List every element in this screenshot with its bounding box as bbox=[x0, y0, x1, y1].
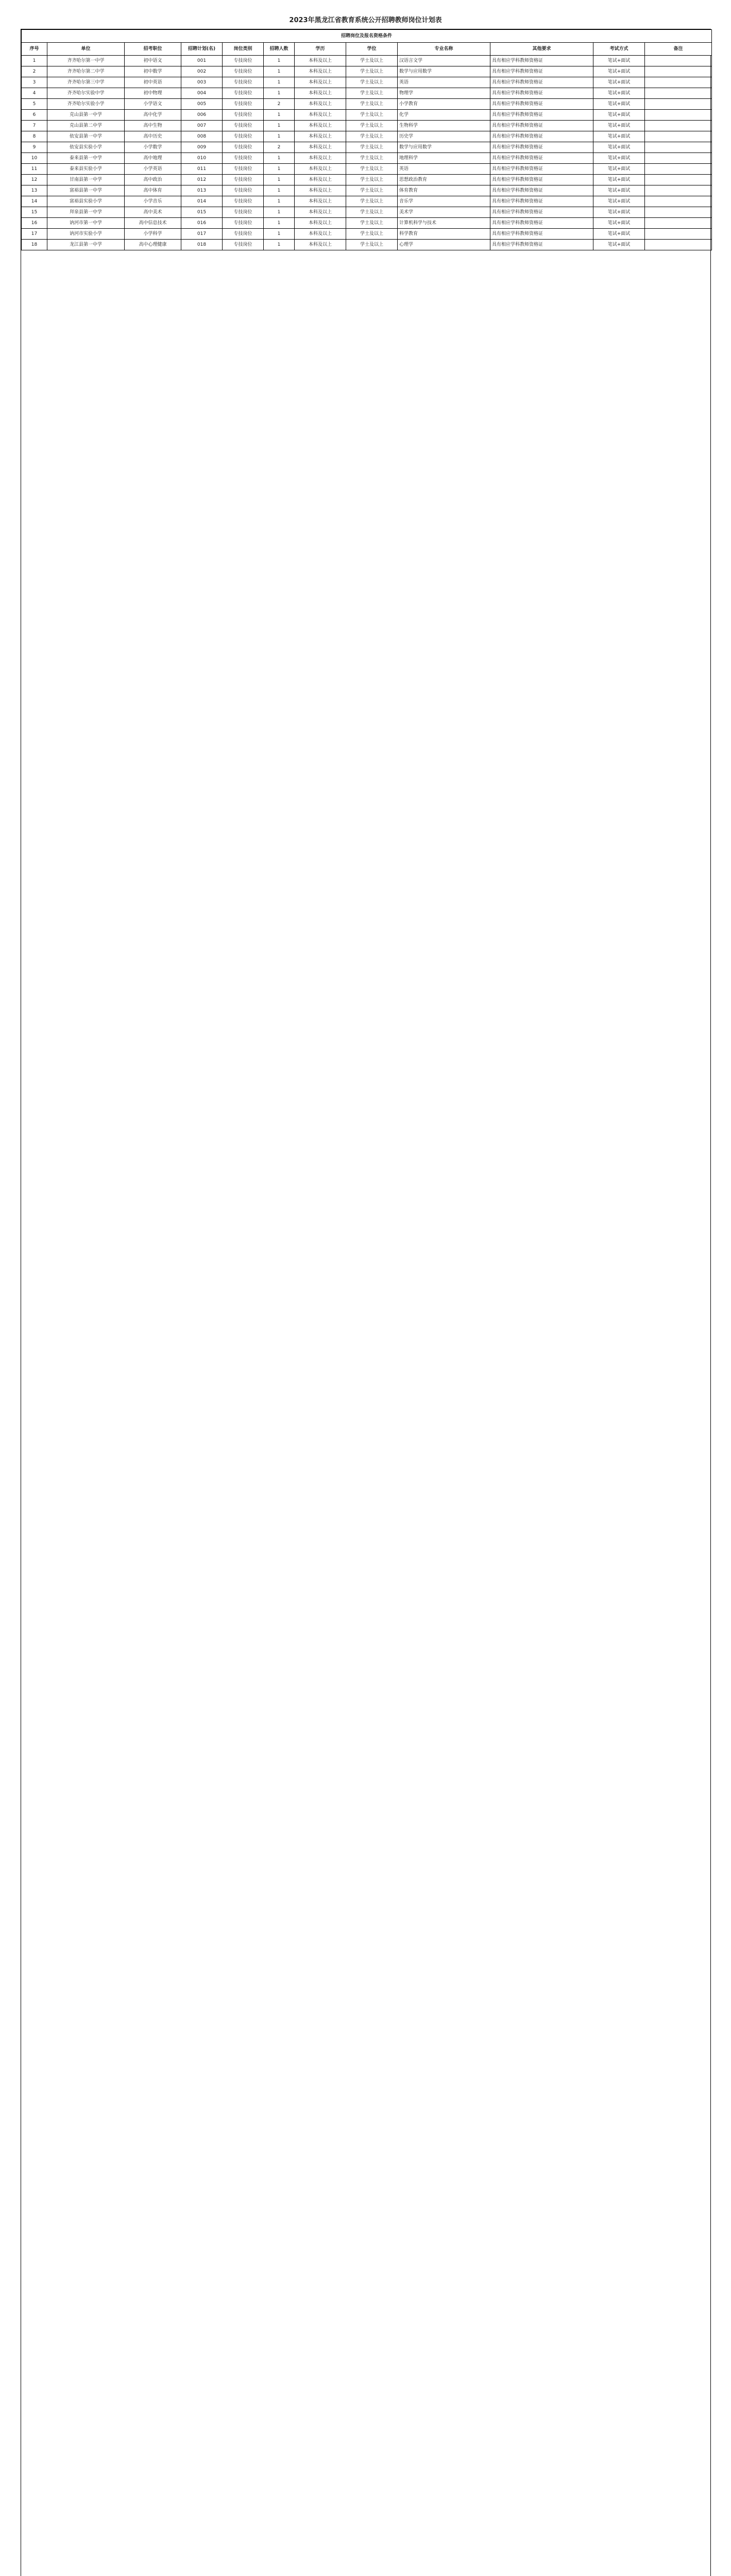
table-cell: 1 bbox=[264, 196, 295, 207]
table-cell: 笔试+面试 bbox=[593, 207, 645, 218]
table-cell bbox=[645, 131, 712, 142]
table-cell: 本科及以上 bbox=[295, 142, 346, 153]
table-row bbox=[22, 240, 712, 250]
table-cell: 17 bbox=[22, 229, 47, 240]
table-cell: 学士及以上 bbox=[346, 196, 398, 207]
table-cell: 具有相应学科教师资格证 bbox=[490, 131, 593, 142]
table-cell: 学士及以上 bbox=[346, 131, 398, 142]
table-cell: 学士及以上 bbox=[346, 185, 398, 196]
table-row bbox=[22, 56, 712, 66]
table-cell bbox=[645, 88, 712, 99]
table-cell: 具有相应学科教师资格证 bbox=[490, 66, 593, 77]
document-title: 2023年黑龙江省教育系统公开招聘教师岗位计划表 bbox=[289, 16, 442, 24]
table-cell: 013 bbox=[181, 185, 223, 196]
table-cell: 009 bbox=[181, 142, 223, 153]
table-cell: 初中英语 bbox=[125, 77, 181, 88]
table-cell: 1 bbox=[264, 110, 295, 121]
table-cell: 泰来县实验小学 bbox=[47, 164, 125, 175]
table-cell: 学士及以上 bbox=[346, 240, 398, 250]
table-cell: 音乐学 bbox=[398, 196, 490, 207]
table-cell: 体育教育 bbox=[398, 185, 490, 196]
table-cell: 本科及以上 bbox=[295, 175, 346, 185]
table-cell: 001 bbox=[181, 56, 223, 66]
table-cell: 齐齐哈尔实验小学 bbox=[47, 99, 125, 110]
table-cell: 具有相应学科教师资格证 bbox=[490, 196, 593, 207]
table-row bbox=[22, 142, 712, 153]
table-cell: 本科及以上 bbox=[295, 153, 346, 164]
column-header: 备注 bbox=[645, 43, 712, 56]
table-cell: 2 bbox=[22, 66, 47, 77]
table-cell: 8 bbox=[22, 131, 47, 142]
table-cell: 4 bbox=[22, 88, 47, 99]
table-cell: 本科及以上 bbox=[295, 185, 346, 196]
table-cell: 专技岗位 bbox=[223, 185, 264, 196]
table-cell: 2 bbox=[264, 99, 295, 110]
table-cell: 专技岗位 bbox=[223, 142, 264, 153]
table-row bbox=[22, 185, 712, 196]
sub-header: 招聘岗位及报名资格条件 bbox=[22, 30, 712, 43]
table-cell bbox=[645, 164, 712, 175]
table-cell: 学士及以上 bbox=[346, 207, 398, 218]
table-cell: 笔试+面试 bbox=[593, 77, 645, 88]
table-cell: 学士及以上 bbox=[346, 153, 398, 164]
table-cell: 专技岗位 bbox=[223, 175, 264, 185]
table-cell: 专技岗位 bbox=[223, 240, 264, 250]
table-cell: 学士及以上 bbox=[346, 164, 398, 175]
table-cell: 笔试+面试 bbox=[593, 131, 645, 142]
table-cell: 专技岗位 bbox=[223, 229, 264, 240]
table-cell: 具有相应学科教师资格证 bbox=[490, 175, 593, 185]
table-cell: 005 bbox=[181, 99, 223, 110]
table-row bbox=[22, 88, 712, 99]
table-cell: 002 bbox=[181, 66, 223, 77]
table-cell bbox=[645, 153, 712, 164]
table-cell: 学士及以上 bbox=[346, 88, 398, 99]
table-cell: 笔试+面试 bbox=[593, 121, 645, 131]
table-cell: 笔试+面试 bbox=[593, 56, 645, 66]
table-cell: 专技岗位 bbox=[223, 77, 264, 88]
table-cell: 笔试+面试 bbox=[593, 218, 645, 229]
table-cell: 1 bbox=[264, 164, 295, 175]
table-row bbox=[22, 229, 712, 240]
table-cell: 学士及以上 bbox=[346, 66, 398, 77]
recruitment-table bbox=[21, 29, 712, 250]
table-cell: 讷河市实验小学 bbox=[47, 229, 125, 240]
column-header: 考试方式 bbox=[593, 43, 645, 56]
table-cell: 具有相应学科教师资格证 bbox=[490, 240, 593, 250]
table-cell: 本科及以上 bbox=[295, 229, 346, 240]
table-cell: 本科及以上 bbox=[295, 99, 346, 110]
table-cell: 学士及以上 bbox=[346, 142, 398, 153]
table-cell bbox=[645, 142, 712, 153]
table-cell: 小学音乐 bbox=[125, 196, 181, 207]
table-cell: 克山县第一中学 bbox=[47, 110, 125, 121]
table-cell: 笔试+面试 bbox=[593, 66, 645, 77]
table-cell bbox=[645, 121, 712, 131]
table-cell: 专技岗位 bbox=[223, 66, 264, 77]
table-cell: 小学科学 bbox=[125, 229, 181, 240]
table-cell: 1 bbox=[264, 240, 295, 250]
table-cell: 高中地理 bbox=[125, 153, 181, 164]
table-cell: 10 bbox=[22, 153, 47, 164]
table-cell: 004 bbox=[181, 88, 223, 99]
table-cell bbox=[645, 56, 712, 66]
table-cell: 015 bbox=[181, 207, 223, 218]
table-row bbox=[22, 110, 712, 121]
table-cell: 生物科学 bbox=[398, 121, 490, 131]
column-header: 招考职位 bbox=[125, 43, 181, 56]
table-cell: 高中生物 bbox=[125, 121, 181, 131]
table-cell: 学士及以上 bbox=[346, 110, 398, 121]
table-cell: 具有相应学科教师资格证 bbox=[490, 185, 593, 196]
table-cell: 13 bbox=[22, 185, 47, 196]
table-row bbox=[22, 175, 712, 185]
sub-header-row bbox=[22, 30, 712, 43]
table-row bbox=[22, 153, 712, 164]
table-cell: 高中信息技术 bbox=[125, 218, 181, 229]
table-cell: 专技岗位 bbox=[223, 99, 264, 110]
column-header: 招聘计划(名) bbox=[181, 43, 223, 56]
table-cell: 1 bbox=[264, 175, 295, 185]
table-cell: 本科及以上 bbox=[295, 56, 346, 66]
table-cell: 依安县实验小学 bbox=[47, 142, 125, 153]
table-cell: 笔试+面试 bbox=[593, 99, 645, 110]
table-cell: 学士及以上 bbox=[346, 99, 398, 110]
table-row bbox=[22, 207, 712, 218]
table-cell bbox=[645, 207, 712, 218]
table-cell: 具有相应学科教师资格证 bbox=[490, 142, 593, 153]
table-cell: 3 bbox=[22, 77, 47, 88]
table-cell: 学士及以上 bbox=[346, 175, 398, 185]
table-cell: 12 bbox=[22, 175, 47, 185]
table-cell: 1 bbox=[264, 56, 295, 66]
table-cell: 1 bbox=[264, 77, 295, 88]
table-cell bbox=[645, 218, 712, 229]
table-cell: 美术学 bbox=[398, 207, 490, 218]
table-cell: 专技岗位 bbox=[223, 121, 264, 131]
table-row bbox=[22, 131, 712, 142]
table-cell: 1 bbox=[22, 56, 47, 66]
table-cell: 专技岗位 bbox=[223, 88, 264, 99]
table-cell: 具有相应学科教师资格证 bbox=[490, 229, 593, 240]
table-cell: 具有相应学科教师资格证 bbox=[490, 88, 593, 99]
table-cell: 学士及以上 bbox=[346, 229, 398, 240]
table-cell bbox=[645, 99, 712, 110]
table-cell: 017 bbox=[181, 229, 223, 240]
table-cell bbox=[645, 185, 712, 196]
table-cell: 学士及以上 bbox=[346, 56, 398, 66]
table-cell: 具有相应学科教师资格证 bbox=[490, 99, 593, 110]
table-cell: 汉语言文学 bbox=[398, 56, 490, 66]
column-header: 专业名称 bbox=[398, 43, 490, 56]
column-header: 学位 bbox=[346, 43, 398, 56]
table-cell: 高中政治 bbox=[125, 175, 181, 185]
table-cell: 本科及以上 bbox=[295, 121, 346, 131]
table-cell bbox=[645, 110, 712, 121]
table-cell: 专技岗位 bbox=[223, 218, 264, 229]
table-cell: 依安县第一中学 bbox=[47, 131, 125, 142]
table-cell: 具有相应学科教师资格证 bbox=[490, 56, 593, 66]
recruitment-table-frame bbox=[21, 29, 711, 2576]
table-cell: 学士及以上 bbox=[346, 121, 398, 131]
table-cell: 富裕县第一中学 bbox=[47, 185, 125, 196]
table-cell: 本科及以上 bbox=[295, 196, 346, 207]
table-cell: 专技岗位 bbox=[223, 164, 264, 175]
table-cell: 008 bbox=[181, 131, 223, 142]
table-cell: 历史学 bbox=[398, 131, 490, 142]
table-cell: 16 bbox=[22, 218, 47, 229]
table-cell: 英语 bbox=[398, 77, 490, 88]
table-cell bbox=[645, 77, 712, 88]
table-cell: 计算机科学与技术 bbox=[398, 218, 490, 229]
table-cell: 数学与应用数学 bbox=[398, 142, 490, 153]
table-cell: 14 bbox=[22, 196, 47, 207]
table-cell: 6 bbox=[22, 110, 47, 121]
table-cell: 010 bbox=[181, 153, 223, 164]
table-cell: 1 bbox=[264, 153, 295, 164]
table-cell: 甘南县第一中学 bbox=[47, 175, 125, 185]
table-cell: 003 bbox=[181, 77, 223, 88]
table-cell: 讷河市第一中学 bbox=[47, 218, 125, 229]
table-cell: 专技岗位 bbox=[223, 196, 264, 207]
table-row bbox=[22, 218, 712, 229]
table-cell: 克山县第二中学 bbox=[47, 121, 125, 131]
table-cell: 具有相应学科教师资格证 bbox=[490, 110, 593, 121]
table-row bbox=[22, 66, 712, 77]
table-cell: 英语 bbox=[398, 164, 490, 175]
table-cell: 笔试+面试 bbox=[593, 164, 645, 175]
table-cell: 泰来县第一中学 bbox=[47, 153, 125, 164]
column-header: 单位 bbox=[47, 43, 125, 56]
table-cell: 011 bbox=[181, 164, 223, 175]
table-cell: 小学语文 bbox=[125, 99, 181, 110]
table-cell: 化学 bbox=[398, 110, 490, 121]
table-row bbox=[22, 77, 712, 88]
table-cell bbox=[645, 175, 712, 185]
table-cell: 笔试+面试 bbox=[593, 229, 645, 240]
table-cell: 本科及以上 bbox=[295, 66, 346, 77]
table-cell: 笔试+面试 bbox=[593, 196, 645, 207]
table-cell: 小学英语 bbox=[125, 164, 181, 175]
table-cell: 专技岗位 bbox=[223, 131, 264, 142]
table-cell: 高中历史 bbox=[125, 131, 181, 142]
table-cell: 专技岗位 bbox=[223, 207, 264, 218]
table-cell: 拜泉县第一中学 bbox=[47, 207, 125, 218]
table-cell: 2 bbox=[264, 142, 295, 153]
table-cell: 18 bbox=[22, 240, 47, 250]
table-cell: 1 bbox=[264, 229, 295, 240]
table-cell: 龙江县第一中学 bbox=[47, 240, 125, 250]
table-cell: 具有相应学科教师资格证 bbox=[490, 164, 593, 175]
table-cell: 012 bbox=[181, 175, 223, 185]
table-cell: 9 bbox=[22, 142, 47, 153]
table-cell: 1 bbox=[264, 66, 295, 77]
table-cell: 本科及以上 bbox=[295, 164, 346, 175]
table-cell: 5 bbox=[22, 99, 47, 110]
table-row bbox=[22, 164, 712, 175]
table-cell: 1 bbox=[264, 88, 295, 99]
table-row bbox=[22, 99, 712, 110]
table-cell: 具有相应学科教师资格证 bbox=[490, 207, 593, 218]
table-cell: 具有相应学科教师资格证 bbox=[490, 218, 593, 229]
table-cell: 心理学 bbox=[398, 240, 490, 250]
table-cell: 初中物理 bbox=[125, 88, 181, 99]
table-cell: 1 bbox=[264, 121, 295, 131]
table-cell: 笔试+面试 bbox=[593, 110, 645, 121]
table-cell: 本科及以上 bbox=[295, 218, 346, 229]
table-cell: 物理学 bbox=[398, 88, 490, 99]
table-cell: 学士及以上 bbox=[346, 77, 398, 88]
column-header: 招聘人数 bbox=[264, 43, 295, 56]
table-cell: 本科及以上 bbox=[295, 131, 346, 142]
header-row bbox=[22, 43, 712, 56]
table-cell: 1 bbox=[264, 131, 295, 142]
table-cell: 本科及以上 bbox=[295, 110, 346, 121]
table-cell: 本科及以上 bbox=[295, 77, 346, 88]
table-cell bbox=[645, 66, 712, 77]
table-cell: 齐齐哈尔第二中学 bbox=[47, 66, 125, 77]
table-cell: 地理科学 bbox=[398, 153, 490, 164]
table-cell: 笔试+面试 bbox=[593, 153, 645, 164]
column-header: 其他要求 bbox=[490, 43, 593, 56]
table-cell: 高中美术 bbox=[125, 207, 181, 218]
table-cell: 专技岗位 bbox=[223, 110, 264, 121]
table-cell: 专技岗位 bbox=[223, 153, 264, 164]
table-cell: 具有相应学科教师资格证 bbox=[490, 153, 593, 164]
table-cell bbox=[645, 240, 712, 250]
table-body bbox=[22, 56, 712, 250]
table-cell: 思想政治教育 bbox=[398, 175, 490, 185]
table-cell: 高中心理健康 bbox=[125, 240, 181, 250]
table-cell: 笔试+面试 bbox=[593, 185, 645, 196]
table-cell: 15 bbox=[22, 207, 47, 218]
table-cell: 具有相应学科教师资格证 bbox=[490, 121, 593, 131]
table-cell: 高中体育 bbox=[125, 185, 181, 196]
table-cell: 高中化学 bbox=[125, 110, 181, 121]
table-cell: 018 bbox=[181, 240, 223, 250]
table-cell: 006 bbox=[181, 110, 223, 121]
table-cell: 1 bbox=[264, 207, 295, 218]
table-cell: 1 bbox=[264, 185, 295, 196]
table-cell: 笔试+面试 bbox=[593, 175, 645, 185]
table-cell: 小学教育 bbox=[398, 99, 490, 110]
column-header: 学历 bbox=[295, 43, 346, 56]
table-cell: 专技岗位 bbox=[223, 56, 264, 66]
table-cell: 数学与应用数学 bbox=[398, 66, 490, 77]
table-cell: 具有相应学科教师资格证 bbox=[490, 77, 593, 88]
table-cell: 小学数学 bbox=[125, 142, 181, 153]
table-cell: 7 bbox=[22, 121, 47, 131]
table-cell: 本科及以上 bbox=[295, 88, 346, 99]
table-row bbox=[22, 121, 712, 131]
table-row bbox=[22, 196, 712, 207]
table-cell: 笔试+面试 bbox=[593, 240, 645, 250]
table-cell: 初中数学 bbox=[125, 66, 181, 77]
table-cell: 笔试+面试 bbox=[593, 142, 645, 153]
table-cell: 007 bbox=[181, 121, 223, 131]
table-cell: 本科及以上 bbox=[295, 240, 346, 250]
table-cell: 齐齐哈尔第一中学 bbox=[47, 56, 125, 66]
table-cell: 学士及以上 bbox=[346, 218, 398, 229]
table-cell bbox=[645, 196, 712, 207]
table-cell: 齐齐哈尔实验中学 bbox=[47, 88, 125, 99]
table-cell: 齐齐哈尔第三中学 bbox=[47, 77, 125, 88]
table-cell: 016 bbox=[181, 218, 223, 229]
table-cell: 科学教育 bbox=[398, 229, 490, 240]
table-cell: 笔试+面试 bbox=[593, 88, 645, 99]
table-cell: 初中语文 bbox=[125, 56, 181, 66]
table-cell: 11 bbox=[22, 164, 47, 175]
column-header: 岗位类别 bbox=[223, 43, 264, 56]
column-header: 序号 bbox=[22, 43, 47, 56]
table-cell: 014 bbox=[181, 196, 223, 207]
table-cell: 1 bbox=[264, 218, 295, 229]
table-cell: 本科及以上 bbox=[295, 207, 346, 218]
table-cell bbox=[645, 229, 712, 240]
table-cell: 富裕县实验小学 bbox=[47, 196, 125, 207]
